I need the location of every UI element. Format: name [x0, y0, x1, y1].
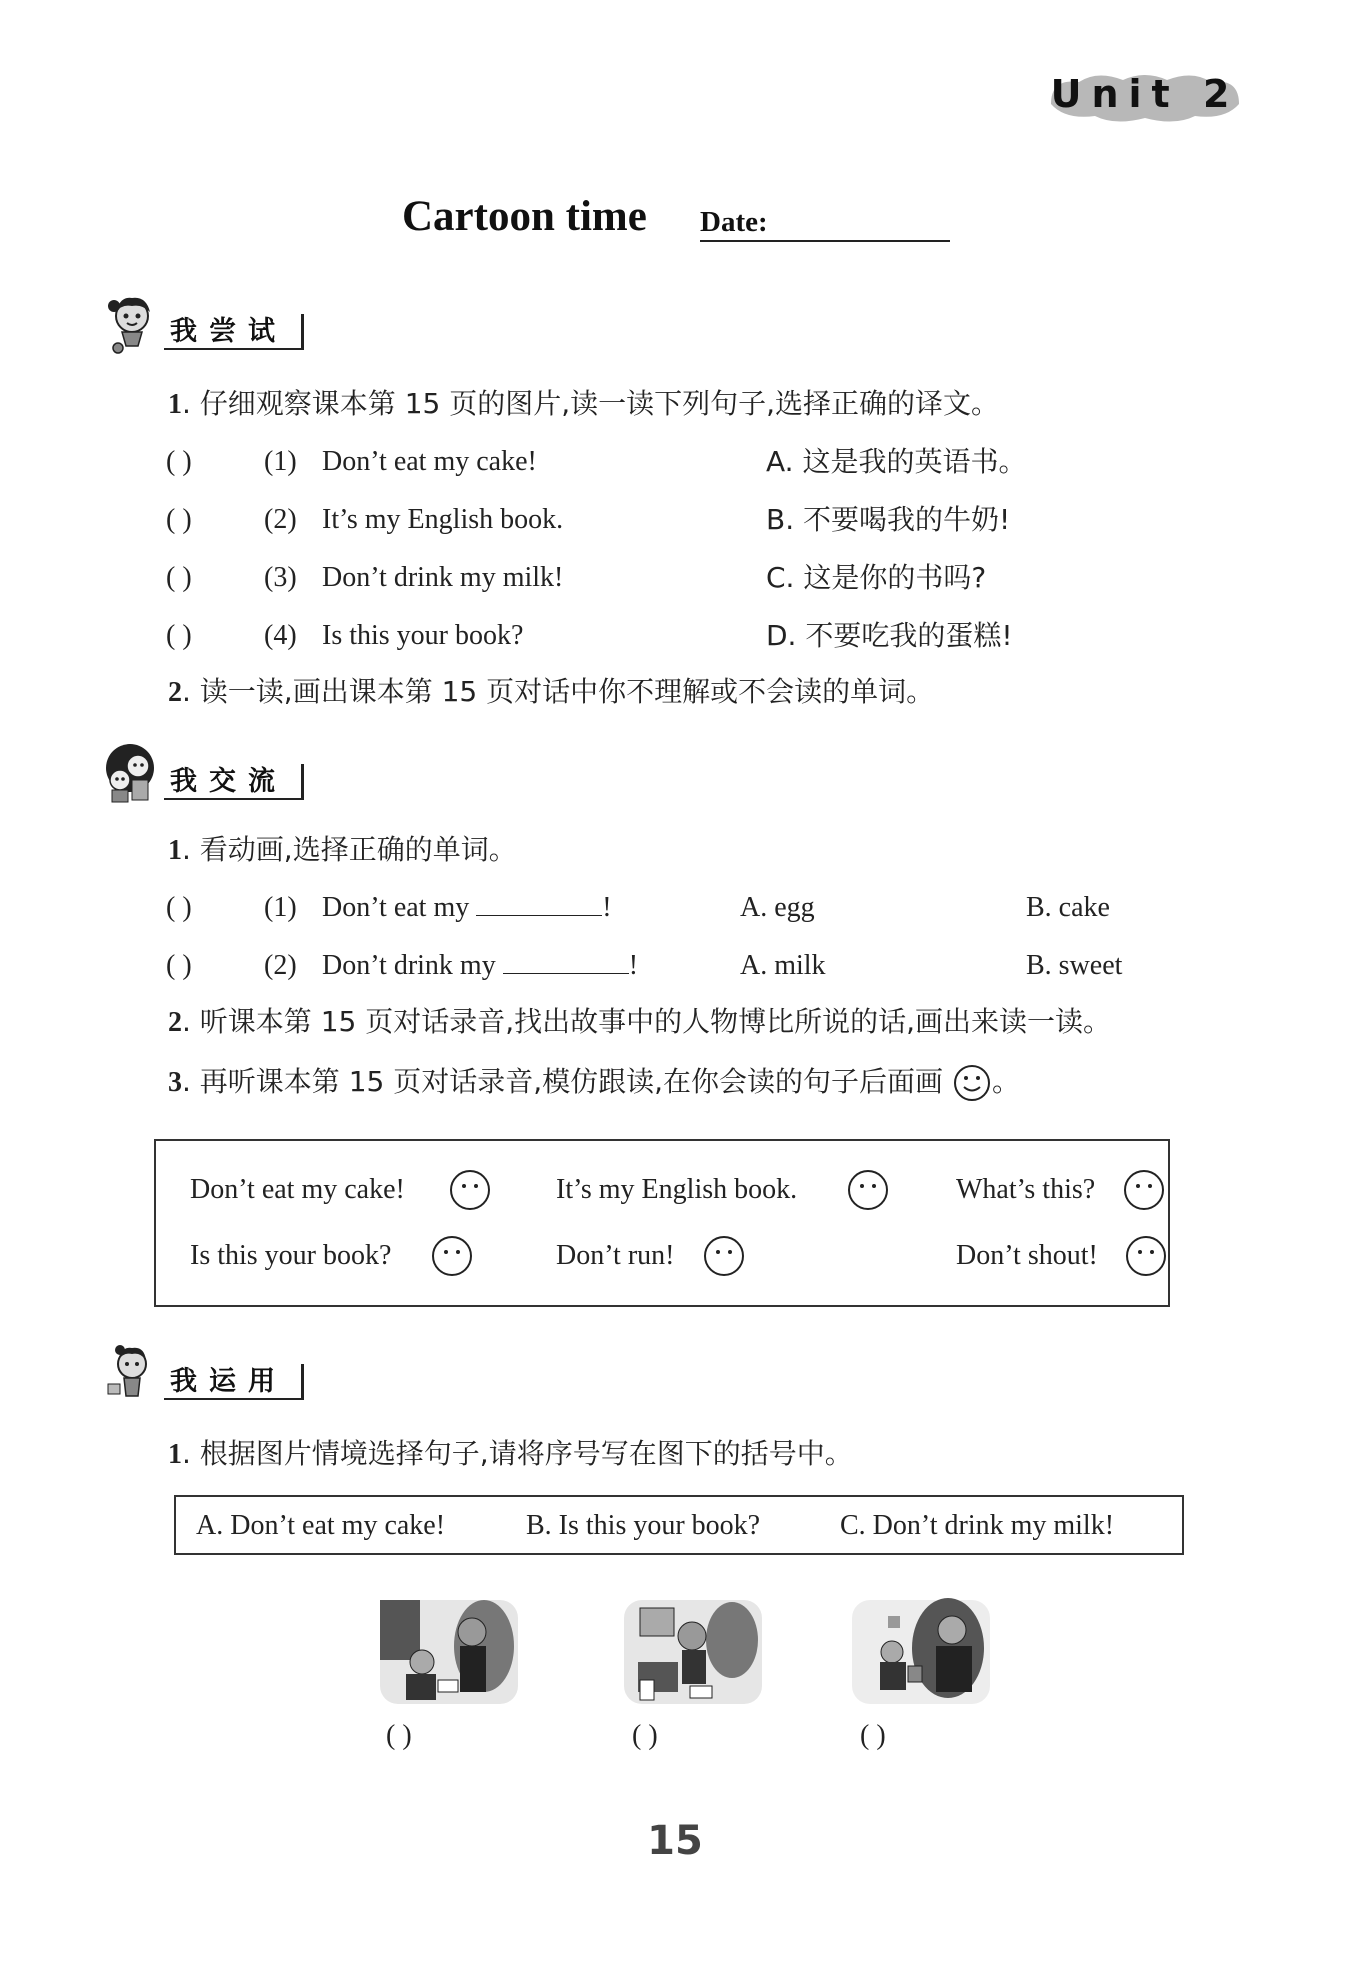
cartoon-picture-book	[848, 1596, 994, 1708]
s2-q1-prompt	[168, 830, 517, 871]
s2-q3-prompt	[168, 1062, 1020, 1103]
read-sentence: It’s my English book.	[556, 1174, 798, 1205]
item-number: (4)	[264, 620, 297, 651]
sentence-end: !	[628, 950, 639, 981]
item-number: (2)	[264, 950, 297, 981]
fill-in-blank[interactable]	[503, 948, 629, 974]
s2-q3-end: 。	[991, 1065, 1020, 1098]
blank-face-icon[interactable]	[430, 1234, 474, 1278]
item-translation: B. 不要喝我的牛奶!	[766, 503, 1011, 536]
fill-in-sentence	[322, 946, 638, 986]
item-sentence: Don’t eat my cake!	[322, 446, 537, 477]
answer-paren[interactable]: ( )	[166, 446, 192, 477]
answer-paren[interactable]: ( )	[166, 620, 192, 651]
item-translation: A. 这是我的英语书。	[766, 445, 1027, 478]
answer-paren[interactable]: ( )	[386, 1720, 412, 1751]
answer-paren[interactable]: ( )	[166, 892, 192, 923]
option-sentence: B. Is this your book?	[526, 1510, 761, 1541]
s1-q1-prompt	[168, 384, 999, 425]
s1-q2-prompt	[168, 672, 934, 713]
s1-q2-text: . 读一读,画出课本第 15 页对话中你不理解或不会读的单词。	[182, 675, 935, 708]
answer-paren[interactable]: ( )	[860, 1720, 886, 1751]
blank-face-icon[interactable]	[1122, 1168, 1166, 1212]
s1-q2-number: 2	[168, 677, 182, 708]
girl-mascot-icon	[98, 290, 168, 354]
cartoon-picture-cake	[376, 1596, 522, 1708]
date-input-line[interactable]	[700, 240, 950, 242]
unit-label: Unit 2	[1050, 72, 1240, 116]
section-label-apply: 我运用	[164, 1364, 304, 1400]
answer-paren[interactable]: ( )	[166, 504, 192, 535]
item-number: (1)	[264, 446, 297, 477]
s2-q3-number: 3	[168, 1067, 182, 1098]
cartoon-picture-milk	[620, 1596, 766, 1708]
s1-q1-number: 1	[168, 389, 182, 420]
item-translation: D. 不要吃我的蛋糕!	[766, 619, 1013, 652]
s3-q1-text: . 根据图片情境选择句子,请将序号写在图下的括号中。	[182, 1437, 853, 1470]
option-sentence: C. Don’t drink my milk!	[840, 1510, 1115, 1541]
answer-paren[interactable]: ( )	[166, 950, 192, 981]
item-number: (3)	[264, 562, 297, 593]
item-translation: C. 这是你的书吗?	[766, 561, 987, 594]
read-sentence: What’s this?	[956, 1174, 1096, 1205]
fill-in-sentence	[322, 888, 612, 928]
s2-q1-number: 1	[168, 835, 182, 866]
s2-q3-text: . 再听课本第 15 页对话录音,模仿跟读,在你会读的句子后面画	[182, 1065, 944, 1098]
item-number: (2)	[264, 504, 297, 535]
s2-q2-text: . 听课本第 15 页对话录音,找出故事中的人物博比所说的话,画出来读一读。	[182, 1005, 1112, 1038]
read-sentence: Don’t eat my cake!	[190, 1174, 405, 1205]
page-title: Cartoon time	[402, 193, 647, 240]
section-label-try: 我尝试	[164, 314, 304, 350]
read-sentence: Is this your book?	[190, 1240, 392, 1271]
section-header-try	[98, 290, 398, 354]
answer-paren[interactable]: ( )	[166, 562, 192, 593]
option-a: A. milk	[740, 950, 826, 981]
smiley-face-icon	[952, 1063, 992, 1103]
read-sentence: Don’t shout!	[956, 1240, 1098, 1271]
item-sentence: Don’t drink my milk!	[322, 562, 564, 593]
option-sentence: A. Don’t eat my cake!	[196, 1510, 446, 1541]
item-number: (1)	[264, 892, 297, 923]
blank-face-icon[interactable]	[846, 1168, 890, 1212]
option-b: B. sweet	[1026, 950, 1123, 981]
girl-mascot-icon	[98, 1340, 168, 1404]
fill-in-blank[interactable]	[476, 890, 602, 916]
item-sentence: Is this your book?	[322, 620, 524, 651]
date-label: Date:	[700, 206, 768, 238]
item-sentence: Don’t eat my	[322, 892, 470, 923]
s2-q2-prompt	[168, 1002, 1111, 1043]
kids-mascot-icon	[98, 740, 168, 804]
unit-badge	[1045, 70, 1245, 126]
item-sentence: It’s my English book.	[322, 504, 564, 535]
read-along-box	[154, 1139, 1170, 1307]
blank-face-icon[interactable]	[1124, 1234, 1168, 1278]
blank-face-icon[interactable]	[448, 1168, 492, 1212]
read-sentence: Don’t run!	[556, 1240, 675, 1271]
section-header-talk	[98, 740, 398, 804]
s2-q2-number: 2	[168, 1007, 182, 1038]
section-label-talk: 我交流	[164, 764, 304, 800]
s2-q1-text: . 看动画,选择正确的单词。	[182, 833, 517, 866]
s3-q1-prompt	[168, 1434, 853, 1475]
section-header-apply	[98, 1340, 398, 1404]
s1-q1-text: . 仔细观察课本第 15 页的图片,读一读下列句子,选择正确的译文。	[182, 387, 1000, 420]
blank-face-icon[interactable]	[702, 1234, 746, 1278]
option-b: B. cake	[1026, 892, 1110, 923]
answer-paren[interactable]: ( )	[632, 1720, 658, 1751]
sentence-end: !	[602, 892, 612, 923]
item-sentence: Don’t drink my	[322, 950, 496, 981]
option-a: A. egg	[740, 892, 815, 923]
page-number: 15	[647, 1818, 703, 1864]
s3-q1-number: 1	[168, 1439, 182, 1470]
